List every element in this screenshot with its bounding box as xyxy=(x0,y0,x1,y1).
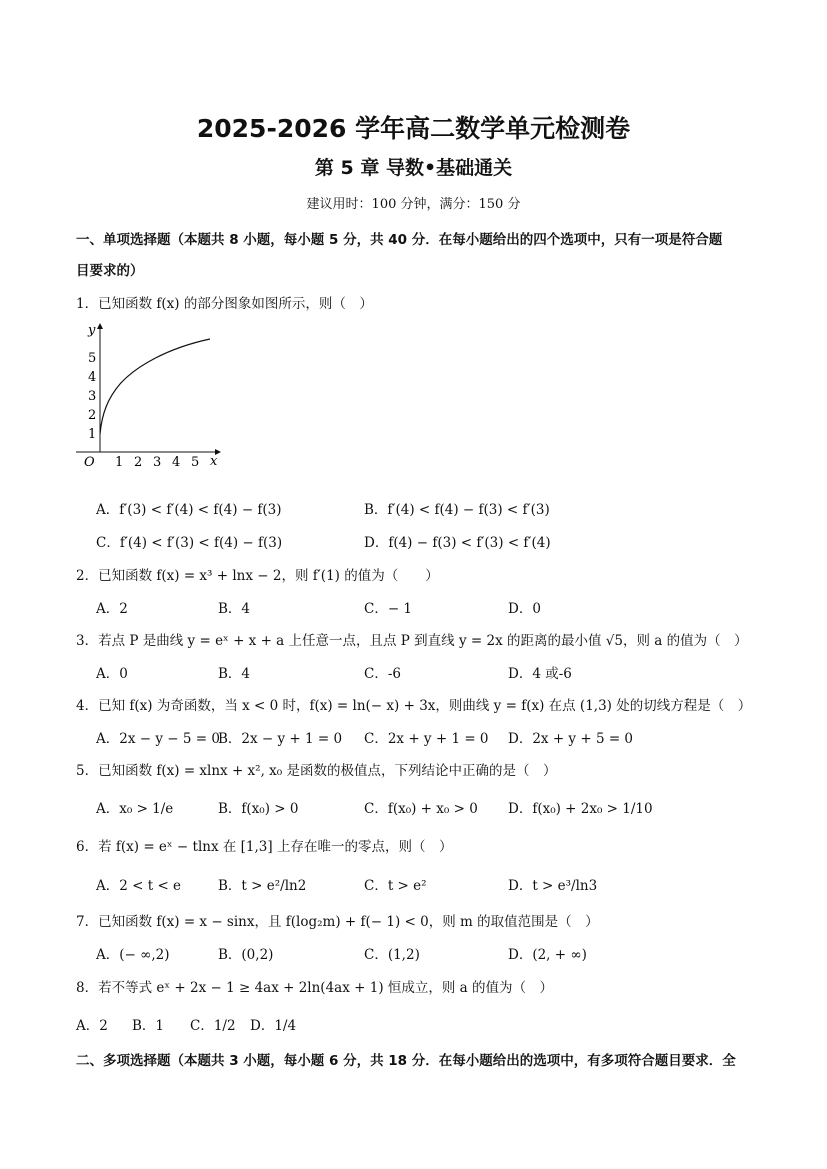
y-ticks xyxy=(88,351,96,442)
option[interactable]: B．1 xyxy=(132,1018,165,1034)
option[interactable]: D．0 xyxy=(508,601,541,617)
section2-heading: 二、多项选择题（本题共 3 小题，每小题 6 分，共 18 分．在每小题给出的选项中，有多项符合题目要求．全 xyxy=(76,1053,736,1069)
option[interactable]: A．2x − y − 5 = 0 xyxy=(96,731,220,747)
option[interactable]: B．f′(4) < f(4) − f(3) < f′(3) xyxy=(364,502,550,518)
x-tick: 3 xyxy=(153,455,162,470)
question-8-stem: 8．若不等式 eˣ + 2x − 1 ≥ 4ax + 2ln(4ax + 1) 恒成立，则 a 的值为（ ） xyxy=(76,980,554,996)
option[interactable]: D．t > e³/ln3 xyxy=(508,878,598,894)
option[interactable]: A．x₀ > 1/e xyxy=(96,801,174,817)
page-title: 2025-2026 学年高二数学单元检测卷 xyxy=(196,114,631,143)
option[interactable]: A．2 xyxy=(76,1018,108,1034)
option[interactable]: C．t > e² xyxy=(364,878,427,894)
question-7-stem: 7．已知函数 f(x) = x − sinx，且 f(log₂m) + f(− 1) < 0，则 m 的取值范围是（ ） xyxy=(76,914,599,930)
option[interactable]: C．f(x₀) + x₀ > 0 xyxy=(364,801,478,817)
option[interactable]: D．f(4) − f(3) < f′(3) < f′(4) xyxy=(364,535,551,551)
y-axis-label: y xyxy=(88,323,96,338)
option[interactable]: D．f(x₀) + 2x₀ > 1/10 xyxy=(508,801,653,817)
y-tick: 4 xyxy=(88,370,97,385)
option[interactable]: A．0 xyxy=(96,666,128,682)
x-tick: 5 xyxy=(191,455,200,470)
option[interactable]: D．(2, + ∞) xyxy=(508,947,587,963)
x-tick: 2 xyxy=(134,455,143,470)
option[interactable]: C．1/2 xyxy=(190,1018,236,1034)
x-tick: 1 xyxy=(115,455,124,470)
option[interactable]: D．4 或-6 xyxy=(508,666,572,682)
option[interactable]: B．2x − y + 1 = 0 xyxy=(218,731,343,747)
option[interactable]: C．2x + y + 1 = 0 xyxy=(364,731,489,747)
option[interactable]: B．4 xyxy=(218,666,251,682)
question-6-stem: 6．若 f(x) = eˣ − tlnx 在 [1,3] 上存在唯一的零点，则（ ） xyxy=(76,839,453,855)
question-4-stem: 4．已知 f(x) 为奇函数，当 x < 0 时，f(x) = ln(− x) + 3x，则曲线 y = f(x) 在点 (1,3) 处的切线方程是（ ） xyxy=(76,698,752,714)
x-axis-label: x xyxy=(210,454,218,469)
option[interactable]: C．f′(4) < f′(3) < f(4) − f(3) xyxy=(96,535,283,551)
section1-heading: 一、单项选择题（本题共 8 小题，每小题 5 分，共 40 分．在每小题给出的四个选项中，只有一项是符合题 xyxy=(76,232,723,248)
option[interactable]: D．1/4 xyxy=(250,1018,297,1034)
question-3-stem: 3．若点 P 是曲线 y = eˣ + x + a 上任意一点，且点 P 到直线 y = 2x 的距离的最小值 √5，则 a 的值为（ ） xyxy=(76,633,748,649)
y-tick: 5 xyxy=(88,351,97,366)
question-5-stem: 5．已知函数 f(x) = xlnx + x², x₀ 是函数的极值点，下列结论中正确的是（ ） xyxy=(76,763,557,779)
option[interactable]: C．(1,2) xyxy=(364,947,420,963)
exam-meta: 建议用时：100 分钟，满分：150 分 xyxy=(306,197,521,212)
question-2-stem: 2．已知函数 f(x) = x³ + lnx − 2，则 f′(1) 的值为（ ） xyxy=(76,568,439,584)
option[interactable]: B．(0,2) xyxy=(218,947,274,963)
y-tick: 2 xyxy=(88,408,97,423)
option[interactable]: C．− 1 xyxy=(364,601,413,617)
function-graph xyxy=(72,318,232,478)
y-tick: 3 xyxy=(88,389,97,404)
option[interactable]: C．-6 xyxy=(364,666,401,682)
question-1-stem: 1．已知函数 f(x) 的部分图象如图所示，则（ ） xyxy=(76,296,373,312)
option[interactable]: B．f(x₀) > 0 xyxy=(218,801,299,817)
option[interactable]: B．t > e²/ln2 xyxy=(218,878,307,894)
x-tick: 4 xyxy=(172,455,181,470)
option[interactable]: A．2 xyxy=(96,601,128,617)
option[interactable]: D．2x + y + 5 = 0 xyxy=(508,731,634,747)
option[interactable]: A．f′(3) < f′(4) < f(4) − f(3) xyxy=(96,502,282,518)
origin-label: O xyxy=(84,455,95,470)
chapter-subtitle: 第 5 章 导数•基础通关 xyxy=(314,157,513,179)
option[interactable]: A．2 < t < e xyxy=(96,878,182,894)
x-ticks xyxy=(115,455,199,470)
option[interactable]: B．4 xyxy=(218,601,251,617)
section1-heading-cont: 目要求的） xyxy=(76,263,144,279)
y-tick: 1 xyxy=(88,427,97,442)
option[interactable]: A．(− ∞,2) xyxy=(96,947,170,963)
function-curve xyxy=(100,339,210,434)
